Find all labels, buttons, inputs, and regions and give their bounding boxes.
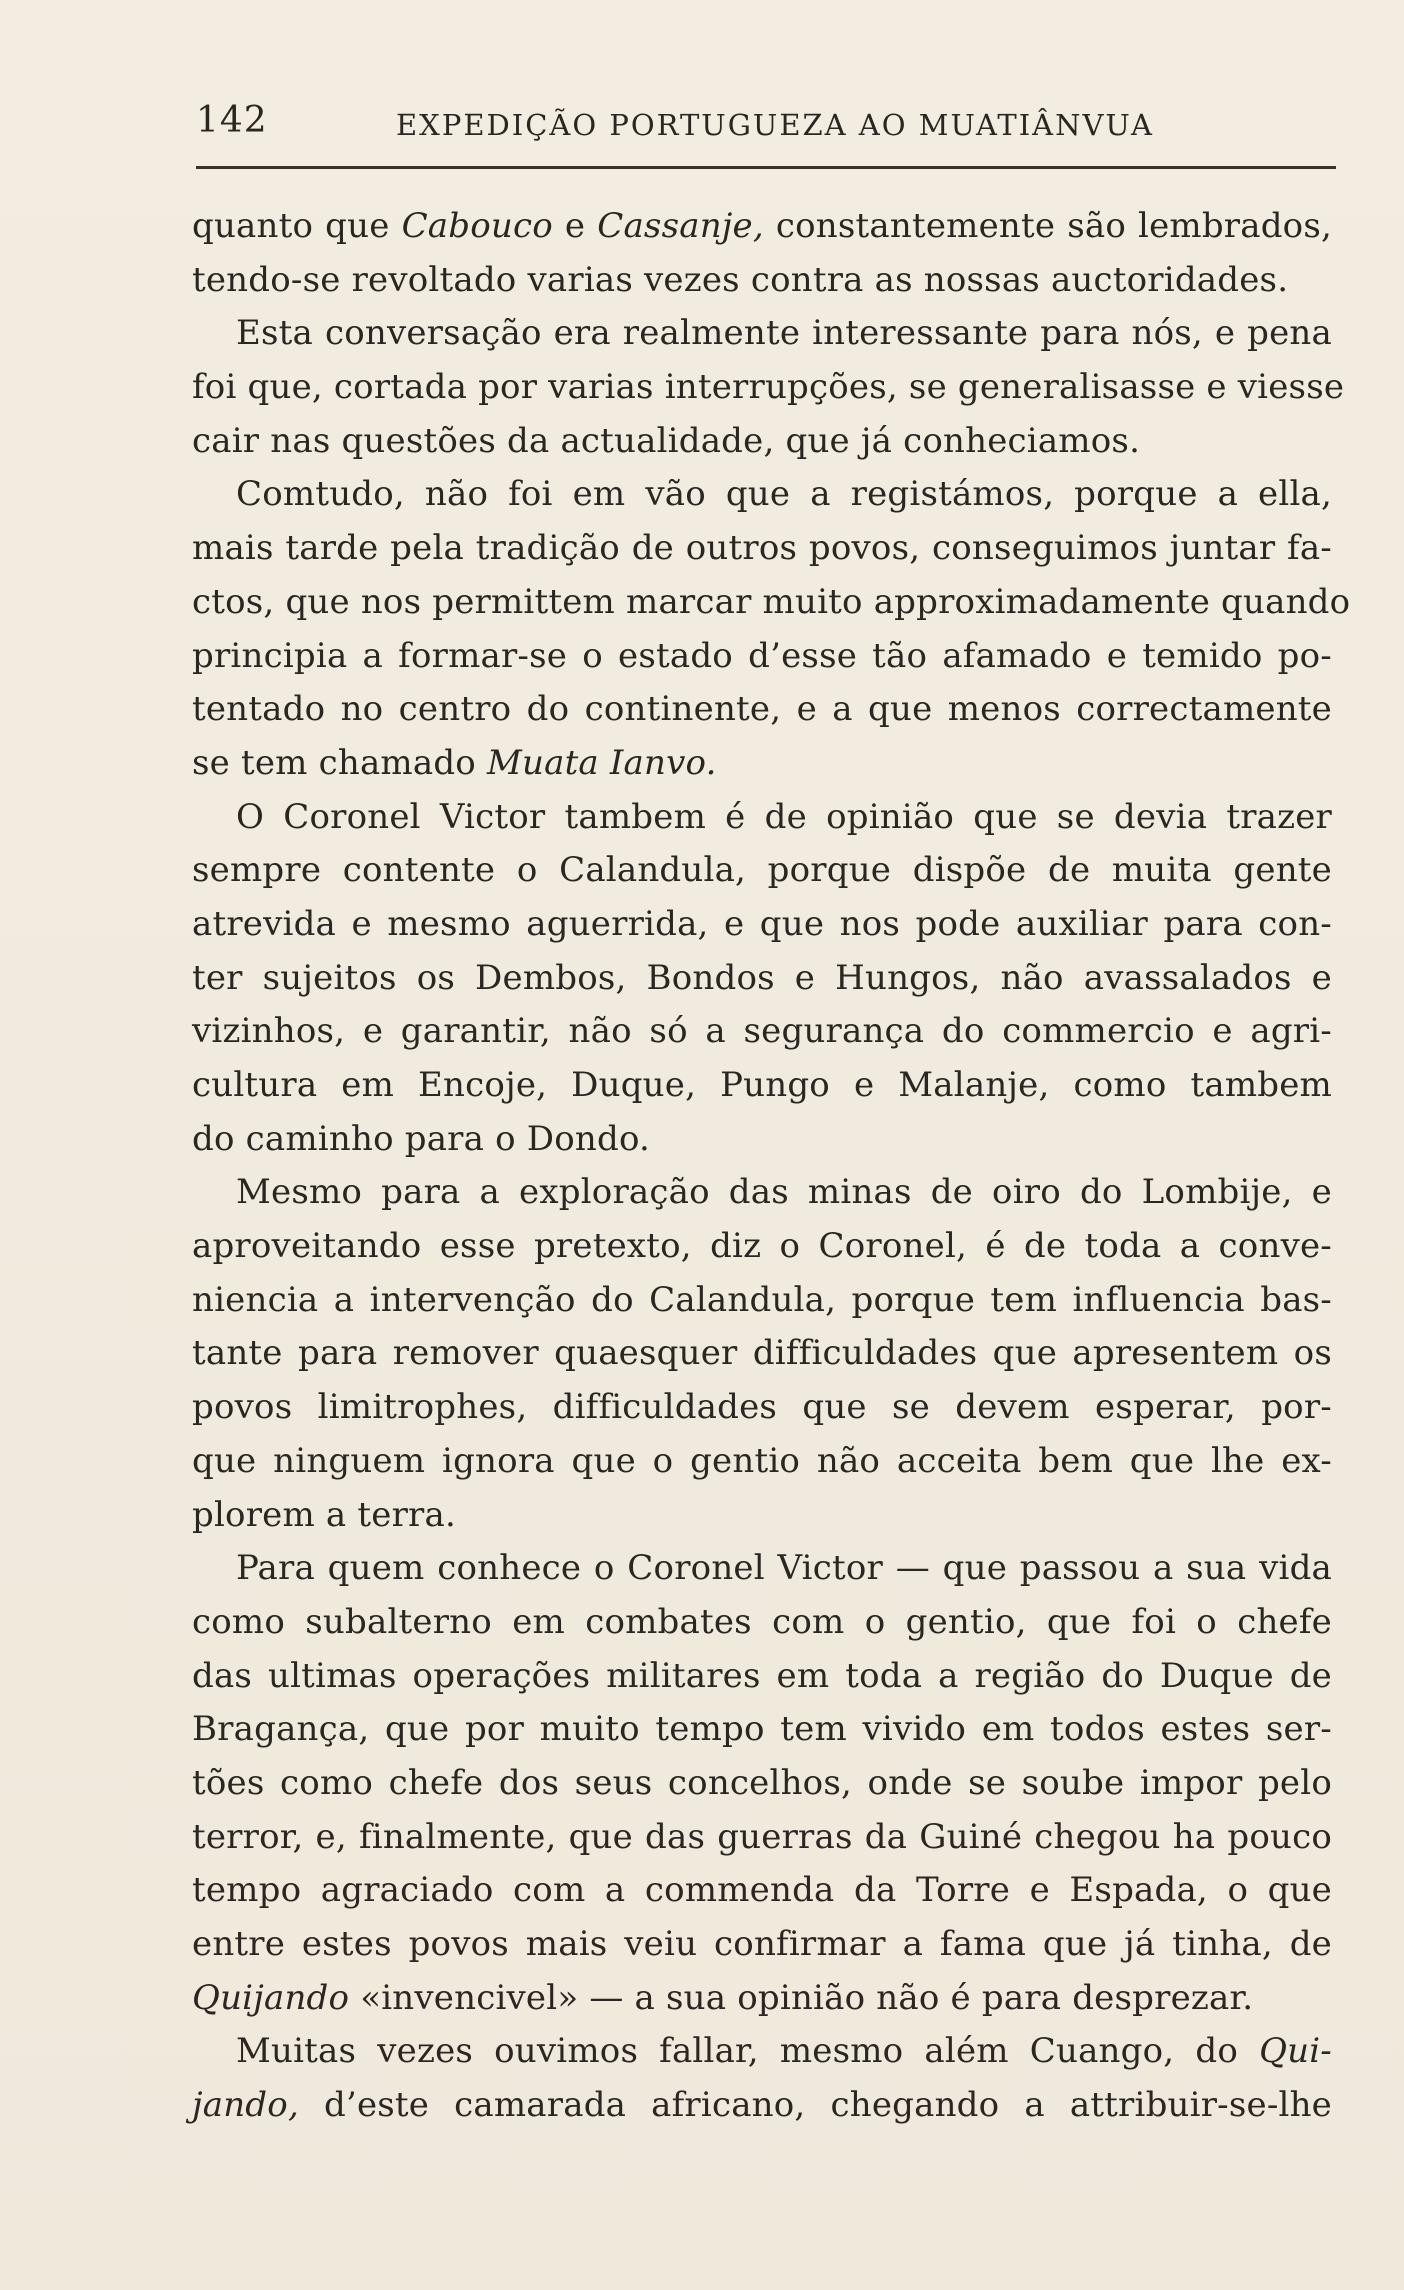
text-segment: Bragança, que por muito tempo tem vivido em todos estes ser- xyxy=(192,1709,1332,1750)
text-segment: constantemente são lembrados, xyxy=(763,206,1333,246)
text-line xyxy=(192,1542,1332,1596)
text-line xyxy=(192,1757,1332,1811)
text-segment: tendo-se revoltado varias vezes contra as nossas auctoridades. xyxy=(192,259,1289,300)
text-line xyxy=(192,1274,1332,1328)
italic-text: Cabouco xyxy=(401,206,553,246)
text-segment: tentado no centro do continente, e a que menos correctamente xyxy=(192,689,1332,730)
text-line xyxy=(192,1650,1332,1704)
text-line xyxy=(192,468,1332,522)
text-line xyxy=(192,952,1332,1006)
italic-text: Quijando xyxy=(192,1977,350,2018)
text-segment: entre estes povos mais veiu confirmar a fama que já tinha, de xyxy=(192,1924,1332,1964)
text-line xyxy=(192,200,1332,254)
text-line xyxy=(192,1489,1332,1543)
text-line xyxy=(192,307,1332,361)
italic-text: Qui- xyxy=(1259,2031,1332,2072)
text-line xyxy=(192,1864,1332,1918)
text-line xyxy=(192,2079,1332,2133)
header-rule xyxy=(196,166,1336,169)
text-segment: tões como chefe dos seus concelhos, onde se soube impor pelo xyxy=(192,1762,1332,1803)
text-segment: foi que, cortada por varias interrupções, se generalisasse e viesse xyxy=(192,367,1345,408)
text-segment: Esta conversação era realmente interessante para nós, e pena xyxy=(236,313,1332,354)
page-number: 142 xyxy=(196,100,268,141)
text-segment: atrevida e mesmo aguerrida, e que nos pode auxiliar para con- xyxy=(192,903,1332,944)
italic-text: jando, xyxy=(192,2085,299,2126)
text-segment: plorem a terra. xyxy=(192,1494,456,1535)
text-line xyxy=(192,254,1332,308)
text-segment: quanto que xyxy=(192,206,402,246)
text-segment: cultura em Encoje, Duque, Pungo e Malanje, como tambem xyxy=(192,1065,1332,1105)
text-segment: tante para remover quaesquer difficuldades que apresentem os xyxy=(192,1333,1332,1374)
text-segment: povos limitrophes, difficuldades que se devem esperar, por- xyxy=(192,1387,1332,1428)
text-line xyxy=(192,1811,1332,1865)
text-line xyxy=(192,630,1332,684)
text-line xyxy=(192,1435,1332,1489)
body-text xyxy=(192,200,1351,2133)
text-segment: O Coronel Victor tambem é de opinião que se devia trazer xyxy=(236,796,1332,837)
text-line xyxy=(192,844,1332,898)
text-segment: Para quem conhece o Coronel Victor — que passou a sua vida xyxy=(236,1548,1332,1589)
text-segment: ctos, que nos permittem marcar muito approximadamente quando xyxy=(192,581,1351,622)
text-segment: ter sujeitos os Dembos, Bondos e Hungos, não avassalados e xyxy=(192,957,1332,998)
text-line xyxy=(192,522,1332,576)
text-line xyxy=(192,1166,1332,1220)
text-line xyxy=(192,361,1345,415)
text-line xyxy=(192,1220,1332,1274)
text-line xyxy=(192,576,1351,630)
text-segment: sempre contente o Calandula, porque dispõe de muita gente xyxy=(192,850,1332,891)
page-header xyxy=(196,100,1336,160)
text-line xyxy=(192,1918,1332,1972)
text-segment: niencia a intervenção do Calandula, porque tem influencia bas- xyxy=(192,1279,1332,1320)
text-segment: principia a formar-se o estado d’esse tão afamado e temido po- xyxy=(192,635,1332,676)
running-title: EXPEDIÇÃO PORTUGUEZA AO MUATIÂNVUA xyxy=(396,108,1154,142)
text-segment: Mesmo para a exploração das minas de oiro do Lombije, e xyxy=(236,1172,1332,1213)
text-segment: do caminho para o Dondo. xyxy=(192,1118,651,1159)
text-segment: e xyxy=(552,206,598,246)
text-segment: tempo agraciado com a commenda da Torre e Espada, o que xyxy=(192,1870,1332,1911)
text-line xyxy=(192,1113,1332,1167)
text-segment: como subalterno em combates com o gentio, que foi o chefe xyxy=(192,1601,1332,1642)
text-segment: que ninguem ignora que o gentio não acceita bem que lhe ex- xyxy=(192,1440,1332,1481)
italic-text: Muata Ianvo. xyxy=(486,742,717,783)
text-segment: terror, e, finalmente, que das guerras da Guiné chegou ha pouco xyxy=(192,1816,1332,1857)
text-line xyxy=(192,1703,1332,1757)
text-line xyxy=(192,683,1332,737)
text-segment: vizinhos, e garantir, não só a segurança do commercio e agri- xyxy=(192,1011,1332,1052)
text-line xyxy=(192,415,1332,469)
text-line xyxy=(192,1059,1332,1113)
text-segment: «invencivel» — a sua opinião não é para desprezar. xyxy=(349,1977,1254,2018)
text-line xyxy=(192,791,1332,845)
text-line xyxy=(192,1381,1332,1435)
text-line xyxy=(192,898,1332,952)
text-segment: das ultimas operações militares em toda a região do Duque de xyxy=(192,1655,1332,1696)
text-line xyxy=(192,1972,1332,2026)
text-line xyxy=(192,737,1332,791)
text-segment: mais tarde pela tradição de outros povos, conseguimos juntar fa- xyxy=(192,528,1332,569)
text-segment: Muitas vezes ouvimos fallar, mesmo além Cuango, do xyxy=(236,2031,1260,2072)
text-segment: cair nas questões da actualidade, que já conheciamos. xyxy=(192,420,1141,461)
text-segment: d’este camarada africano, chegando a attribuir-se-lhe xyxy=(298,2085,1332,2126)
text-segment: aproveitando esse pretexto, diz o Coronel, é de toda a conve- xyxy=(192,1226,1332,1267)
text-line xyxy=(192,2025,1332,2079)
text-segment: Comtudo, não foi em vão que a registámos, porque a ella, xyxy=(236,474,1332,515)
text-segment: se tem chamado xyxy=(192,742,487,783)
text-line xyxy=(192,1327,1332,1381)
text-line xyxy=(192,1005,1332,1059)
text-line xyxy=(192,1596,1332,1650)
italic-text: Cassanje, xyxy=(597,206,764,246)
